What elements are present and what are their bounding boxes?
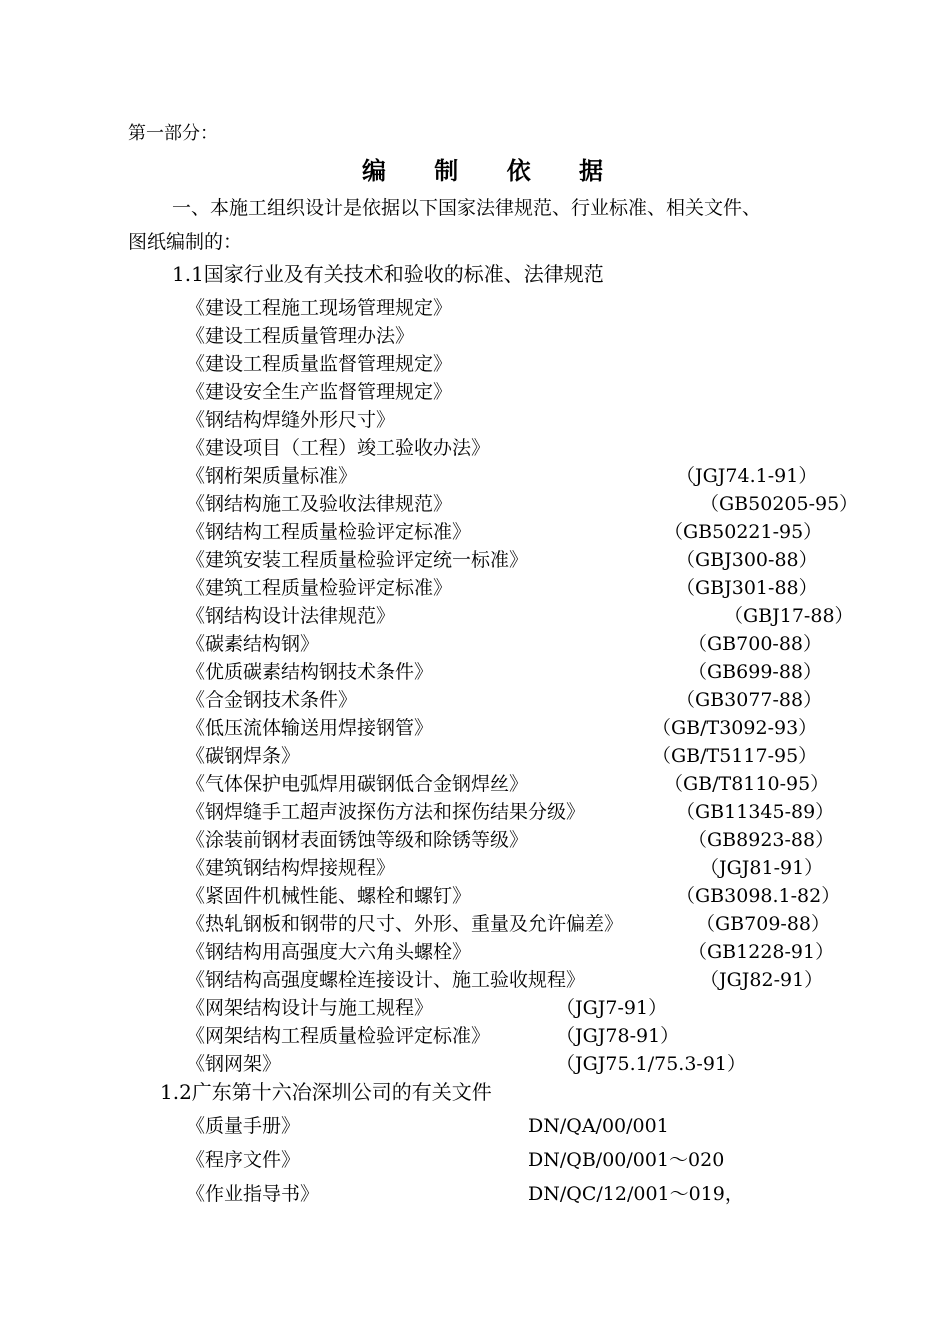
standard-code: （GB699-88） (688, 661, 823, 683)
standard-code: （GB8923-88） (688, 829, 835, 851)
part-label: 第一部分： (128, 123, 218, 144)
standard-title: 《钢结构施工及验收法律规范》 (186, 493, 453, 515)
standard-code: （GB1228-91） (688, 941, 835, 963)
page-title: 编 制 依 据 (361, 156, 624, 185)
reference-item: 《建设工程施工现场管理规定》 (186, 297, 453, 319)
standard-title: 《碳素结构钢》 (186, 633, 320, 655)
standard-title: 《钢网架》 (186, 1053, 282, 1075)
standard-title: 《气体保护电弧焊用碳钢低合金钢焊丝》 (186, 773, 529, 795)
standard-code: （JGJ74.1-91） (676, 465, 818, 487)
standard-code: （GB/T8110-95） (664, 773, 830, 795)
doc-code: DN/QC/12/001～019， (528, 1183, 744, 1205)
standard-code: （JGJ75.1/75.3-91） (556, 1053, 747, 1075)
reference-item: 《建设项目（工程）竣工验收办法》 (186, 437, 491, 459)
reference-item: 《建设工程质量监督管理规定》 (186, 353, 453, 375)
standard-code: （GB/T3092-93） (652, 717, 818, 739)
standard-title: 《低压流体输送用焊接钢管》 (186, 717, 434, 739)
standard-code: （GB50205-95） (700, 493, 859, 515)
doc-code: DN/QB/00/001～020 (528, 1149, 725, 1171)
standard-code: （GB709-88） (696, 913, 831, 935)
doc-title: 《作业指导书》 (186, 1183, 320, 1205)
standard-code: （JGJ7-91） (556, 997, 668, 1019)
doc-code: DN/QA/00/001 (528, 1115, 669, 1137)
standard-title: 《钢结构工程质量检验评定标准》 (186, 521, 472, 543)
section-2-heading: 1.2广东第十六冶深圳公司的有关文件 (160, 1080, 492, 1104)
standard-title: 《碳钢焊条》 (186, 745, 301, 767)
standard-code: （GB11345-89） (676, 801, 835, 823)
standard-title: 《建筑钢结构焊接规程》 (186, 857, 396, 879)
standard-title: 《热轧钢板和钢带的尺寸、外形、重量及允许偏差》 (186, 913, 624, 935)
standard-code: （GB3077-88） (676, 689, 823, 711)
standard-title: 《网架结构工程质量检验评定标准》 (186, 1025, 491, 1047)
standard-code: （GBJ300-88） (676, 549, 818, 571)
standard-title: 《优质碳素结构钢技术条件》 (186, 661, 434, 683)
standard-code: （GB/T5117-95） (652, 745, 818, 767)
section-1-heading: 1.1国家行业及有关技术和验收的标准、法律规范 (172, 262, 604, 286)
intro-line-2: 图纸编制的： (128, 231, 243, 253)
doc-title: 《质量手册》 (186, 1115, 301, 1137)
standard-title: 《钢结构用高强度大六角头螺栓》 (186, 941, 472, 963)
standard-title: 《建筑安装工程质量检验评定统一标准》 (186, 549, 529, 571)
standard-code: （JGJ82-91） (700, 969, 824, 991)
standard-title: 《紧固件机械性能、螺栓和螺钉》 (186, 885, 472, 907)
standard-code: （GB3098.1-82） (676, 885, 841, 907)
intro-line-1: 一、本施工组织设计是依据以下国家法律规范、行业标准、相关文件、 (172, 197, 762, 219)
standard-title: 《钢结构设计法律规范》 (186, 605, 396, 627)
reference-item: 《建设安全生产监督管理规定》 (186, 381, 453, 403)
standard-title: 《合金钢技术条件》 (186, 689, 358, 711)
standard-code: （JGJ81-91） (700, 857, 824, 879)
standard-title: 《涂装前钢材表面锈蚀等级和除锈等级》 (186, 829, 529, 851)
standard-title: 《钢结构高强度螺栓连接设计、施工验收规程》 (186, 969, 586, 991)
standard-title: 《钢桁架质量标准》 (186, 465, 358, 487)
doc-title: 《程序文件》 (186, 1149, 301, 1171)
standard-title: 《钢焊缝手工超声波探伤方法和探伤结果分级》 (186, 801, 586, 823)
standard-code: （GBJ301-88） (676, 577, 818, 599)
standard-title: 《建筑工程质量检验评定标准》 (186, 577, 453, 599)
standard-code: （GB50221-95） (664, 521, 823, 543)
reference-item: 《建设工程质量管理办法》 (186, 325, 415, 347)
standard-code: （GBJ17-88） (724, 605, 854, 627)
reference-item: 《钢结构焊缝外形尺寸》 (186, 409, 396, 431)
standard-title: 《网架结构设计与施工规程》 (186, 997, 434, 1019)
standard-code: （JGJ78-91） (556, 1025, 680, 1047)
standard-code: （GB700-88） (688, 633, 823, 655)
